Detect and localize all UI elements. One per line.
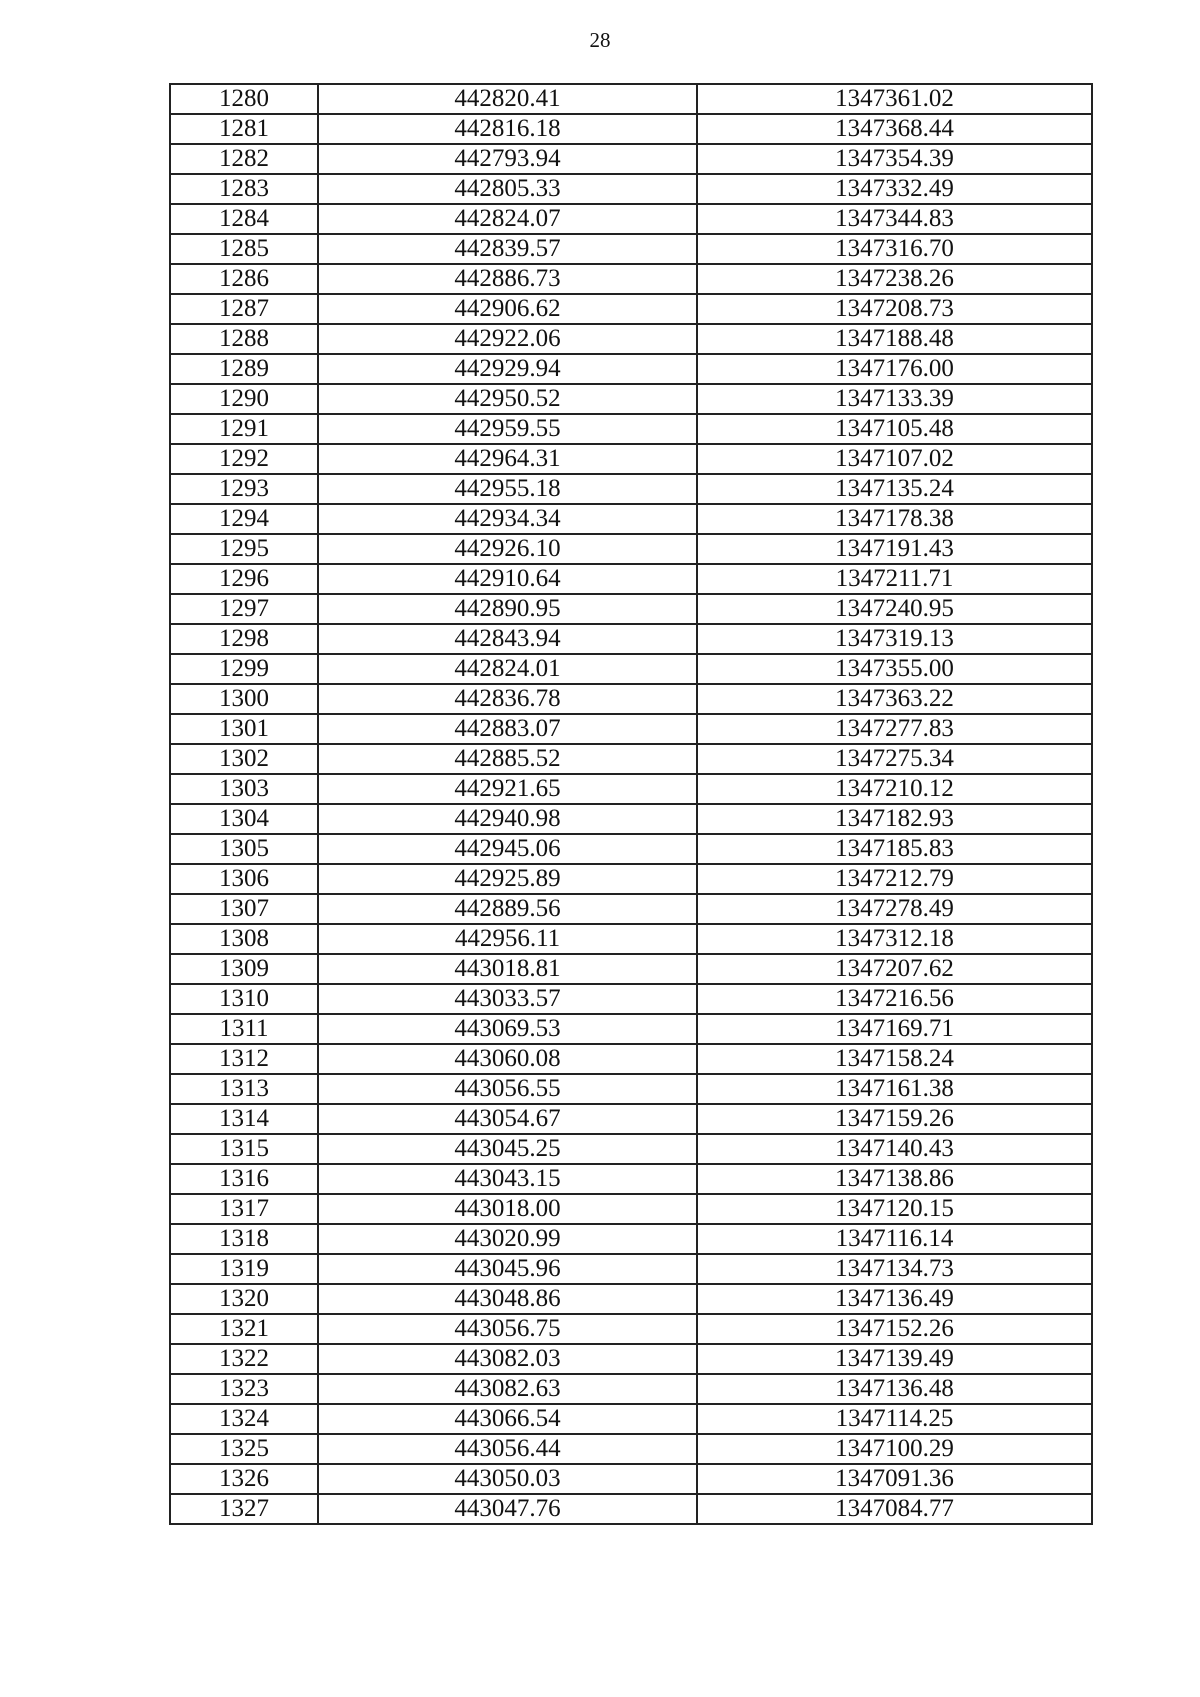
point-number-cell: 1292 — [170, 444, 318, 474]
x-coordinate-cell: 443066.54 — [318, 1404, 697, 1434]
table-row — [170, 294, 1092, 324]
x-coordinate-cell: 443045.96 — [318, 1254, 697, 1284]
point-number-cell: 1316 — [170, 1164, 318, 1194]
point-number-cell: 1291 — [170, 414, 318, 444]
table-row — [170, 534, 1092, 564]
x-coordinate-cell: 442922.06 — [318, 324, 697, 354]
x-coordinate-cell: 443056.44 — [318, 1434, 697, 1464]
point-number-cell: 1320 — [170, 1284, 318, 1314]
point-number-cell: 1308 — [170, 924, 318, 954]
y-coordinate-cell: 1347211.71 — [697, 564, 1092, 594]
table-row — [170, 1134, 1092, 1164]
table-row — [170, 1374, 1092, 1404]
table-row — [170, 354, 1092, 384]
point-number-cell: 1290 — [170, 384, 318, 414]
y-coordinate-cell: 1347216.56 — [697, 984, 1092, 1014]
point-number-cell: 1300 — [170, 684, 318, 714]
table-row — [170, 474, 1092, 504]
y-coordinate-cell: 1347161.38 — [697, 1074, 1092, 1104]
point-number-cell: 1322 — [170, 1344, 318, 1374]
y-coordinate-cell: 1347368.44 — [697, 114, 1092, 144]
y-coordinate-cell: 1347135.24 — [697, 474, 1092, 504]
y-coordinate-cell: 1347100.29 — [697, 1434, 1092, 1464]
point-number-cell: 1313 — [170, 1074, 318, 1104]
y-coordinate-cell: 1347355.00 — [697, 654, 1092, 684]
x-coordinate-cell: 442843.94 — [318, 624, 697, 654]
table-row — [170, 1314, 1092, 1344]
x-coordinate-cell: 442885.52 — [318, 744, 697, 774]
table-row — [170, 1284, 1092, 1314]
y-coordinate-cell: 1347344.83 — [697, 204, 1092, 234]
x-coordinate-cell: 442890.95 — [318, 594, 697, 624]
table-row — [170, 1074, 1092, 1104]
y-coordinate-cell: 1347134.73 — [697, 1254, 1092, 1284]
table-row — [170, 834, 1092, 864]
table-row — [170, 1494, 1092, 1524]
table-row — [170, 1044, 1092, 1074]
table-row — [170, 1014, 1092, 1044]
x-coordinate-cell: 442934.34 — [318, 504, 697, 534]
point-number-cell: 1303 — [170, 774, 318, 804]
x-coordinate-cell: 442926.10 — [318, 534, 697, 564]
table-row — [170, 924, 1092, 954]
table-row — [170, 714, 1092, 744]
y-coordinate-cell: 1347133.39 — [697, 384, 1092, 414]
table-row — [170, 774, 1092, 804]
y-coordinate-cell: 1347084.77 — [697, 1494, 1092, 1524]
table-row — [170, 144, 1092, 174]
y-coordinate-cell: 1347275.34 — [697, 744, 1092, 774]
y-coordinate-cell: 1347105.48 — [697, 414, 1092, 444]
y-coordinate-cell: 1347182.93 — [697, 804, 1092, 834]
y-coordinate-cell: 1347178.38 — [697, 504, 1092, 534]
y-coordinate-cell: 1347120.15 — [697, 1194, 1092, 1224]
x-coordinate-cell: 443018.00 — [318, 1194, 697, 1224]
x-coordinate-cell: 443020.99 — [318, 1224, 697, 1254]
x-coordinate-cell: 443050.03 — [318, 1464, 697, 1494]
point-number-cell: 1302 — [170, 744, 318, 774]
point-number-cell: 1288 — [170, 324, 318, 354]
y-coordinate-cell: 1347278.49 — [697, 894, 1092, 924]
point-number-cell: 1294 — [170, 504, 318, 534]
x-coordinate-cell: 442805.33 — [318, 174, 697, 204]
x-coordinate-cell: 443033.57 — [318, 984, 697, 1014]
table-row — [170, 1434, 1092, 1464]
table-row — [170, 954, 1092, 984]
x-coordinate-cell: 443045.25 — [318, 1134, 697, 1164]
point-number-cell: 1304 — [170, 804, 318, 834]
point-number-cell: 1309 — [170, 954, 318, 984]
x-coordinate-cell: 442964.31 — [318, 444, 697, 474]
point-number-cell: 1301 — [170, 714, 318, 744]
x-coordinate-cell: 442824.07 — [318, 204, 697, 234]
table-row — [170, 264, 1092, 294]
y-coordinate-cell: 1347136.49 — [697, 1284, 1092, 1314]
point-number-cell: 1282 — [170, 144, 318, 174]
point-number-cell: 1323 — [170, 1374, 318, 1404]
y-coordinate-cell: 1347169.71 — [697, 1014, 1092, 1044]
x-coordinate-cell: 442889.56 — [318, 894, 697, 924]
x-coordinate-cell: 442910.64 — [318, 564, 697, 594]
point-number-cell: 1289 — [170, 354, 318, 384]
y-coordinate-cell: 1347107.02 — [697, 444, 1092, 474]
x-coordinate-cell: 442921.65 — [318, 774, 697, 804]
x-coordinate-cell: 442793.94 — [318, 144, 697, 174]
x-coordinate-cell: 442956.11 — [318, 924, 697, 954]
x-coordinate-cell: 442925.89 — [318, 864, 697, 894]
y-coordinate-cell: 1347363.22 — [697, 684, 1092, 714]
point-number-cell: 1280 — [170, 84, 318, 114]
x-coordinate-cell: 442929.94 — [318, 354, 697, 384]
y-coordinate-cell: 1347207.62 — [697, 954, 1092, 984]
table-row — [170, 504, 1092, 534]
table-row — [170, 624, 1092, 654]
table-row — [170, 234, 1092, 264]
table-row — [170, 114, 1092, 144]
point-number-cell: 1295 — [170, 534, 318, 564]
point-number-cell: 1317 — [170, 1194, 318, 1224]
point-number-cell: 1311 — [170, 1014, 318, 1044]
x-coordinate-cell: 443043.15 — [318, 1164, 697, 1194]
y-coordinate-cell: 1347139.49 — [697, 1344, 1092, 1374]
y-coordinate-cell: 1347277.83 — [697, 714, 1092, 744]
point-number-cell: 1307 — [170, 894, 318, 924]
point-number-cell: 1283 — [170, 174, 318, 204]
point-number-cell: 1299 — [170, 654, 318, 684]
x-coordinate-cell: 443048.86 — [318, 1284, 697, 1314]
table-row — [170, 1194, 1092, 1224]
point-number-cell: 1284 — [170, 204, 318, 234]
table-row — [170, 1254, 1092, 1284]
x-coordinate-cell: 443056.75 — [318, 1314, 697, 1344]
table-row — [170, 984, 1092, 1014]
y-coordinate-cell: 1347238.26 — [697, 264, 1092, 294]
table-row — [170, 1224, 1092, 1254]
point-number-cell: 1325 — [170, 1434, 318, 1464]
y-coordinate-cell: 1347332.49 — [697, 174, 1092, 204]
x-coordinate-cell: 442839.57 — [318, 234, 697, 264]
x-coordinate-cell: 443082.63 — [318, 1374, 697, 1404]
table-row — [170, 204, 1092, 234]
y-coordinate-cell: 1347212.79 — [697, 864, 1092, 894]
point-number-cell: 1327 — [170, 1494, 318, 1524]
x-coordinate-cell: 443047.76 — [318, 1494, 697, 1524]
point-number-cell: 1287 — [170, 294, 318, 324]
table-row — [170, 84, 1092, 114]
table-row — [170, 324, 1092, 354]
point-number-cell: 1296 — [170, 564, 318, 594]
x-coordinate-cell: 442940.98 — [318, 804, 697, 834]
y-coordinate-cell: 1347210.12 — [697, 774, 1092, 804]
point-number-cell: 1286 — [170, 264, 318, 294]
point-number-cell: 1314 — [170, 1104, 318, 1134]
point-number-cell: 1306 — [170, 864, 318, 894]
table-row — [170, 864, 1092, 894]
y-coordinate-cell: 1347114.25 — [697, 1404, 1092, 1434]
point-number-cell: 1297 — [170, 594, 318, 624]
table-row — [170, 384, 1092, 414]
table-row — [170, 654, 1092, 684]
y-coordinate-cell: 1347208.73 — [697, 294, 1092, 324]
x-coordinate-cell: 442959.55 — [318, 414, 697, 444]
y-coordinate-cell: 1347361.02 — [697, 84, 1092, 114]
table-row — [170, 444, 1092, 474]
point-number-cell: 1318 — [170, 1224, 318, 1254]
x-coordinate-cell: 443069.53 — [318, 1014, 697, 1044]
table-row — [170, 744, 1092, 774]
point-number-cell: 1324 — [170, 1404, 318, 1434]
x-coordinate-cell: 443056.55 — [318, 1074, 697, 1104]
y-coordinate-cell: 1347191.43 — [697, 534, 1092, 564]
point-number-cell: 1293 — [170, 474, 318, 504]
coordinates-table — [169, 83, 1093, 1525]
x-coordinate-cell: 442955.18 — [318, 474, 697, 504]
table-row — [170, 1164, 1092, 1194]
table-row — [170, 894, 1092, 924]
x-coordinate-cell: 443060.08 — [318, 1044, 697, 1074]
point-number-cell: 1298 — [170, 624, 318, 654]
table-row — [170, 684, 1092, 714]
x-coordinate-cell: 442945.06 — [318, 834, 697, 864]
x-coordinate-cell: 442820.41 — [318, 84, 697, 114]
x-coordinate-cell: 442906.62 — [318, 294, 697, 324]
y-coordinate-cell: 1347185.83 — [697, 834, 1092, 864]
y-coordinate-cell: 1347136.48 — [697, 1374, 1092, 1404]
y-coordinate-cell: 1347240.95 — [697, 594, 1092, 624]
y-coordinate-cell: 1347091.36 — [697, 1464, 1092, 1494]
x-coordinate-cell: 442836.78 — [318, 684, 697, 714]
y-coordinate-cell: 1347188.48 — [697, 324, 1092, 354]
x-coordinate-cell: 442950.52 — [318, 384, 697, 414]
table-row — [170, 594, 1092, 624]
y-coordinate-cell: 1347176.00 — [697, 354, 1092, 384]
y-coordinate-cell: 1347158.24 — [697, 1044, 1092, 1074]
table-row — [170, 1404, 1092, 1434]
point-number-cell: 1319 — [170, 1254, 318, 1284]
x-coordinate-cell: 442883.07 — [318, 714, 697, 744]
x-coordinate-cell: 443054.67 — [318, 1104, 697, 1134]
table-row — [170, 1104, 1092, 1134]
point-number-cell: 1305 — [170, 834, 318, 864]
table-row — [170, 804, 1092, 834]
y-coordinate-cell: 1347319.13 — [697, 624, 1092, 654]
point-number-cell: 1326 — [170, 1464, 318, 1494]
y-coordinate-cell: 1347354.39 — [697, 144, 1092, 174]
point-number-cell: 1285 — [170, 234, 318, 264]
x-coordinate-cell: 443018.81 — [318, 954, 697, 984]
y-coordinate-cell: 1347312.18 — [697, 924, 1092, 954]
x-coordinate-cell: 442886.73 — [318, 264, 697, 294]
point-number-cell: 1312 — [170, 1044, 318, 1074]
x-coordinate-cell: 442816.18 — [318, 114, 697, 144]
table-row — [170, 1344, 1092, 1374]
point-number-cell: 1315 — [170, 1134, 318, 1164]
page-number: 28 — [589, 28, 611, 52]
x-coordinate-cell: 443082.03 — [318, 1344, 697, 1374]
y-coordinate-cell: 1347116.14 — [697, 1224, 1092, 1254]
table-row — [170, 1464, 1092, 1494]
table-row — [170, 564, 1092, 594]
y-coordinate-cell: 1347316.70 — [697, 234, 1092, 264]
y-coordinate-cell: 1347152.26 — [697, 1314, 1092, 1344]
point-number-cell: 1281 — [170, 114, 318, 144]
y-coordinate-cell: 1347138.86 — [697, 1164, 1092, 1194]
y-coordinate-cell: 1347140.43 — [697, 1134, 1092, 1164]
table-row — [170, 414, 1092, 444]
point-number-cell: 1321 — [170, 1314, 318, 1344]
y-coordinate-cell: 1347159.26 — [697, 1104, 1092, 1134]
point-number-cell: 1310 — [170, 984, 318, 1014]
table-row — [170, 174, 1092, 204]
x-coordinate-cell: 442824.01 — [318, 654, 697, 684]
